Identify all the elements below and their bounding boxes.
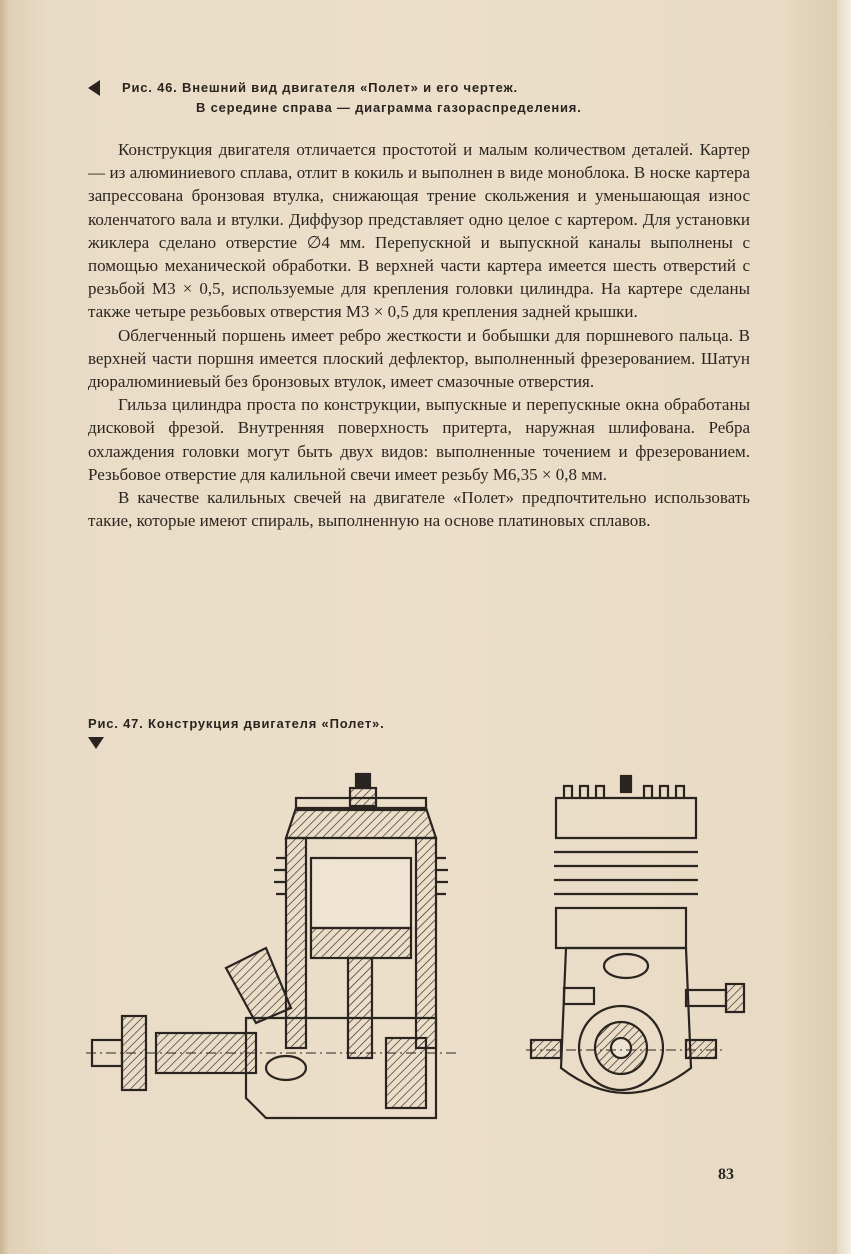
- page-right-edge: [837, 0, 851, 1254]
- figure-47-caption: [88, 716, 588, 749]
- body-text: [88, 138, 750, 532]
- engine-section-view: [86, 774, 456, 1118]
- figure-46-caption-line1: Рис. 46. Внешний вид двигателя «Полет» и его чертеж.: [122, 80, 518, 95]
- engine-drawing: [86, 768, 766, 1138]
- engine-front-view: [526, 776, 744, 1093]
- figure-46-caption-line2: В середине справа — диаграмма газораспределения.: [196, 100, 582, 115]
- paragraph-1: Конструкция двигателя отличается простотой и малым количеством деталей. Картер — из алюминиевого сплава, отлит в кокиль и выполнен в виде моноблока. В носке картера запрессована бронзовая втулка, снижающая трение скольжения и уменьшающая износ коленчатого вала и втулки. Диффузор представляет одно целое с картером. Для установки жиклера сделано отверстие ∅4 мм. Перепускной и выпускной каналы выполнены с помощью механической обработки. В верхней части картера имеется шесть отверстий с резьбой М3 × 0,5, используемые для крепления головки цилиндра. На картере сделаны также четыре резьбовых отверстия М3 × 0,5 для крепления задней крышки.: [88, 140, 750, 322]
- arrow-down-icon: [88, 737, 104, 749]
- figure-47-caption-text: Рис. 47. Конструкция двигателя «Полет».: [88, 716, 385, 731]
- figure-46-caption: [88, 78, 708, 118]
- paragraph-2: Облегченный поршень имеет ребро жесткости и бобышки для поршневого пальца. В верхней части поршня имеется плоский дефлектор, выполненный фрезерованием. Шатун дюралюминиевый без бронзовых втулок, имеет смазочные отверстия.: [88, 325, 750, 392]
- page-left-edge: [0, 0, 10, 1254]
- paragraph-4: В качестве калильных свечей на двигателе «Полет» предпочтительно использовать такие, которые имеют спираль, выполненную на основе платиновых сплавов.: [88, 488, 750, 531]
- arrow-left-icon: [88, 80, 100, 96]
- paragraph-3: Гильза цилиндра проста по конструкции, выпускные и перепускные окна обработаны дисковой фрезой. Внутренняя поверхность притерта, наружная шлифована. Ребра охлаждения головки могут быть двух видов: выполненные точением и фрезерованием. Резьбовое отверстие для калильной свечи имеет резьбу М6,35 × 0,8 мм.: [88, 395, 750, 484]
- page-number: 83: [718, 1166, 734, 1183]
